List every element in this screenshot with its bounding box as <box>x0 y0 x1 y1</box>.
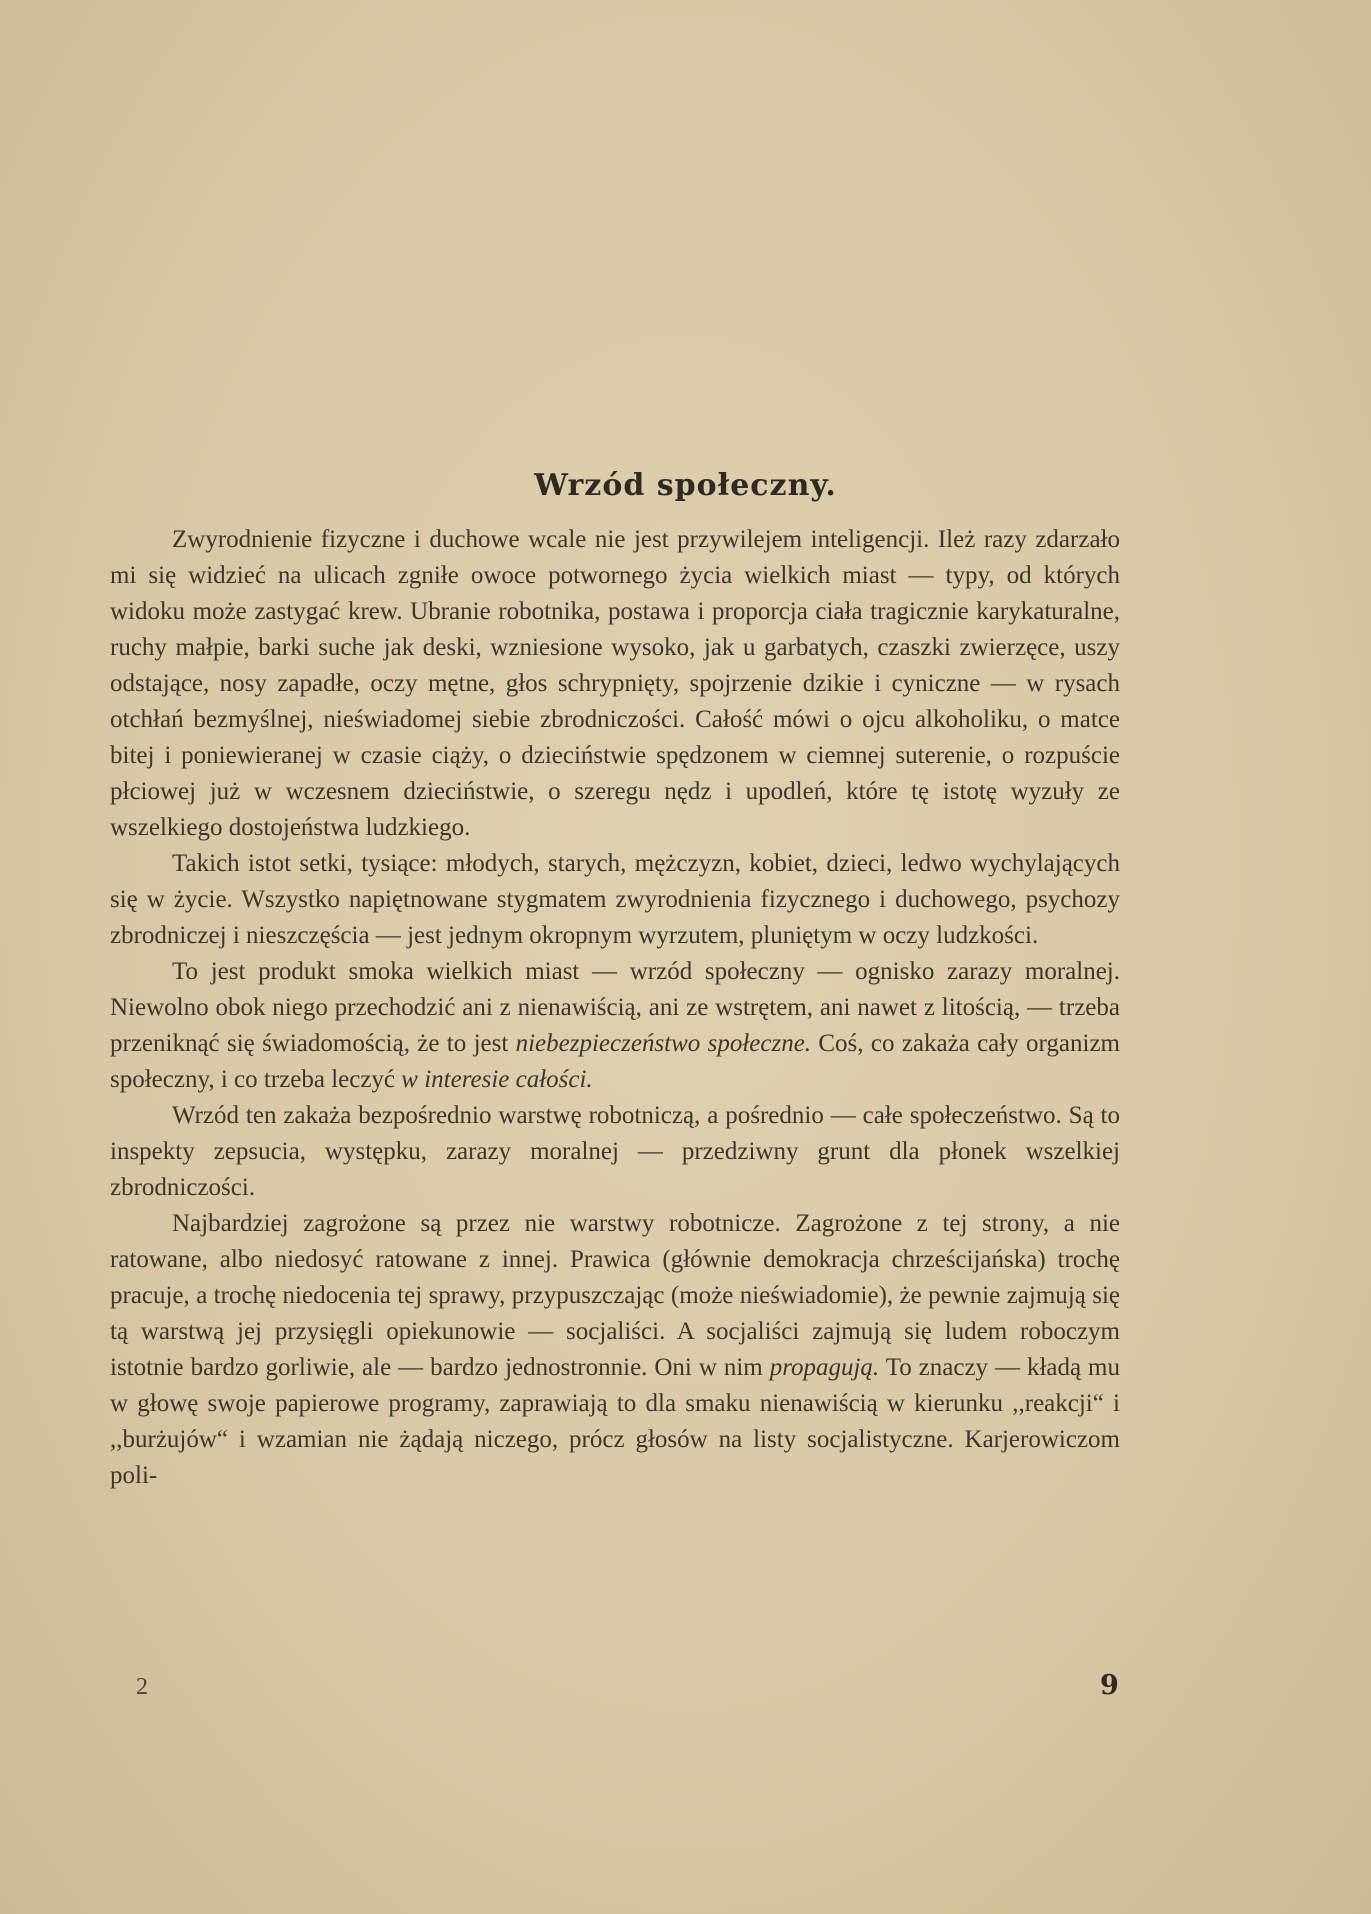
signature-mark: 2 <box>136 1674 148 1700</box>
paragraph-3-run-3: Coś, co zakaża cały organizm społeczny, i co trzeba leczyć <box>110 1030 1121 1093</box>
page-number: 9 <box>1100 1670 1119 1701</box>
body-text <box>110 522 1120 1494</box>
paragraph-1 <box>110 522 1120 846</box>
paragraph-5-run-3: To znaczy — kładą mu w głowę swoje papierowe programy, zaprawiają to dla smaku nienawiścią w kierunku ,,reakcji“ i ,,burżujów“ i wzamian nie żądają niczego, prócz głosów na listy socjalistyczne. Karjerowiczom poli- <box>110 1354 1121 1489</box>
paragraph-2-run-1: Takich istot setki, tysiące: młodych, starych, mężczyzn, kobiet, dzieci, ledwo wychylających się w życie. Wszystko napiętnowane stygmatem zwyrodnienia fizycznego i duchowego, psychozy zbrodniczej i nieszczęścia — jest jednym okropnym wyrzutem, pluniętym w oczy ludzkości. <box>110 850 1120 949</box>
paragraph-5 <box>110 1206 1120 1494</box>
paragraph-5-run-1: Najbardziej zagrożone są przez nie warstwy robotnicze. Zagrożone z tej strony, a nie ratowane, albo niedosyć ratowane z innej. Prawica (głównie demokracja chrześcijańska) trochę pracuje, a trochę niedocenia tej sprawy, przypuszczając (może nieświadomie), że pewnie zajmują się tą warstwą jej przysięgli opiekunowie — socjaliści. A socjaliści zajmują się ludem roboczym istotnie bardzo gorliwie, ale — bardzo jednostronnie. Oni w nim <box>110 1210 1120 1381</box>
paragraph-3-run-1: To jest produkt smoka wielkich miast — wrzód społeczny — ognisko zarazy moralnej. Niewolno obok niego przechodzić ani z nienawiścią, ani ze wstrętem, ani nawet z litością, — trzeba przeniknąć się świadomością, że to jest <box>110 958 1120 1057</box>
paragraph-2 <box>110 846 1120 954</box>
paragraph-4 <box>110 1098 1120 1206</box>
paragraph-3 <box>110 954 1120 1098</box>
paragraph-1-run-1: Zwyrodnienie fizyczne i duchowe wcale nie jest przywilejem inteligencji. Ileż razy zdarzało mi się widzieć na ulicach zgniłe owoce potwornego życia wielkich miast — typy, od których widoku może zastygać krew. Ubranie robotnika, postawa i proporcja ciała tragicznie karykaturalne, ruchy małpie, barki suche jak deski, wzniesione wysoko, jak u garbatych, czaszki zwierzęce, uszy odstające, nosy zapadłe, oczy mętne, głos schrypnięty, spojrzenie dzikie i cyniczne — w rysach otchłań bezmyślnej, nieświadomej siebie zbrodniczości. Całość mówi o ojcu alkoholiku, o matce bitej i poniewieranej w czasie ciąży, o dzieciństwie spędzonem w ciemnej suterenie, o rozpuście płciowej już w wczesnem dzieciństwie, o szeregu nędz i upodleń, które tę istotę wyzuły ze wszelkiego dostojeństwa ludzkiego. <box>110 526 1120 841</box>
paragraph-4-run-1: Wrzód ten zakaża bezpośrednio warstwę robotniczą, a pośrednio — całe społeczeństwo. Są to inspekty zepsucia, występku, zarazy moralnej — przedziwny grunt dla płonek wszelkiej zbrodniczości. <box>110 1102 1120 1201</box>
paragraph-3-italic-2: w interesie całości. <box>401 1066 593 1093</box>
paragraph-3-italic-1: niebezpieczeństwo społeczne. <box>515 1030 812 1057</box>
page-title: Wrzód społeczny. <box>534 468 837 504</box>
paragraph-5-italic-1: propagują. <box>769 1354 880 1381</box>
